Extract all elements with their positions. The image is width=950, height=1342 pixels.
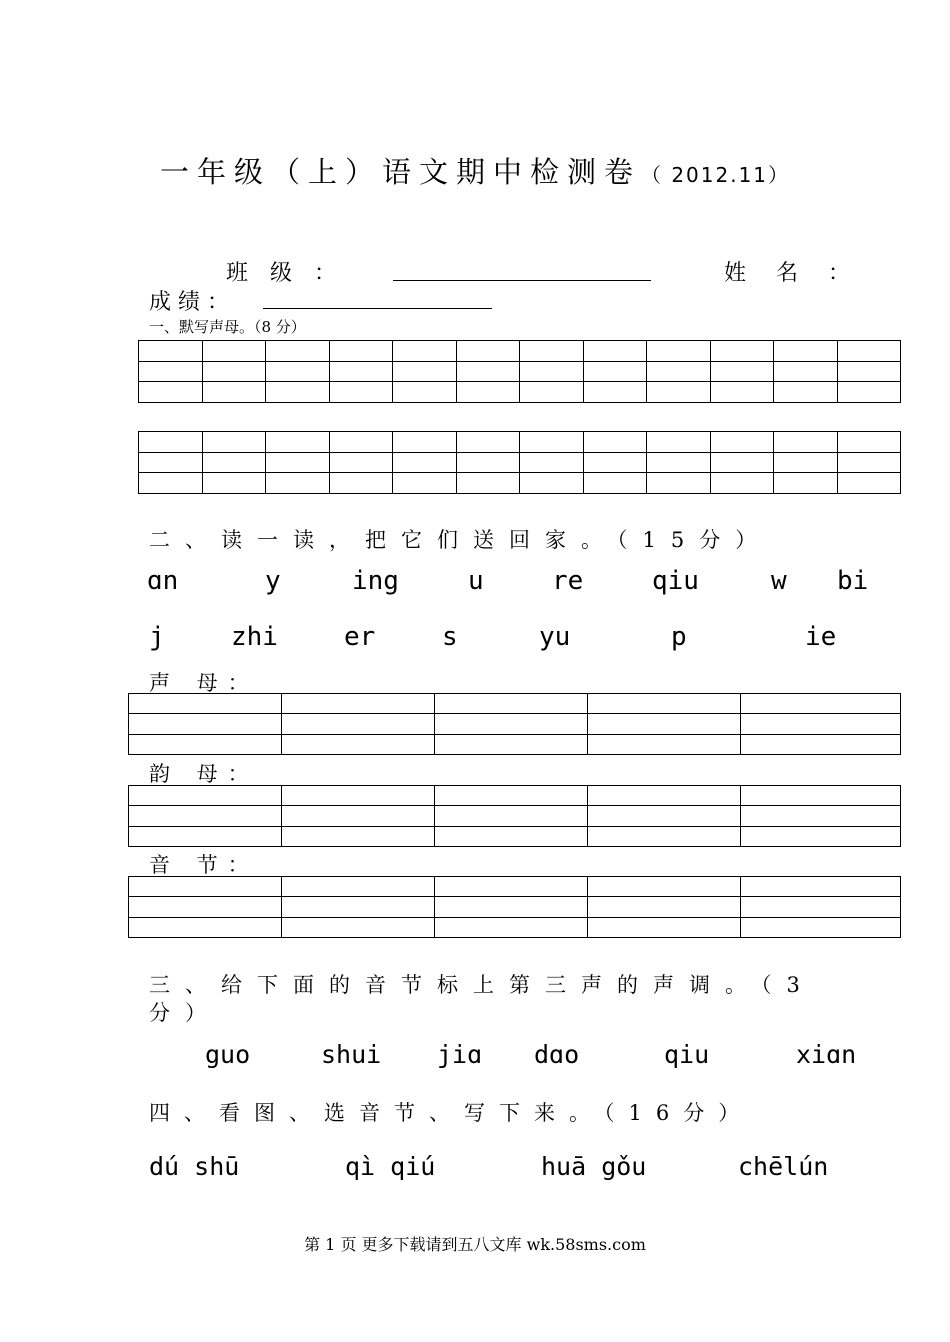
yinjie-grid[interactable] <box>128 876 901 938</box>
word-item: huā gǒu <box>541 1152 647 1181</box>
pinyin-item: ɑn <box>147 566 179 596</box>
score-label: 成 绩 ： <box>149 290 229 315</box>
section1-grid-b[interactable] <box>138 431 901 494</box>
pinyin-item: j <box>149 622 165 652</box>
section3-heading-line2: 分） <box>149 1001 221 1025</box>
syllable-item: xiɑn <box>796 1040 857 1069</box>
word-item: chēlún <box>738 1152 829 1181</box>
section3-heading-line1: 三、给下面的音节标上第三声的声调。（3 <box>149 973 815 997</box>
syllable-item: guo <box>205 1040 251 1069</box>
section1-heading: 一、默写声母。（8 分） <box>149 318 306 336</box>
section4-words <box>0 1152 950 1186</box>
syllable-item: qiu <box>664 1040 710 1069</box>
title-date: （ 2012.11） <box>640 163 791 187</box>
pinyin-item: ing <box>352 566 399 596</box>
syllable-item: dɑo <box>534 1040 580 1069</box>
pinyin-item: u <box>468 566 484 596</box>
label-yinjie: 音 节： <box>149 853 259 877</box>
section1-grid-a[interactable] <box>138 340 901 403</box>
pinyin-item: s <box>442 622 458 652</box>
pinyin-item: ie <box>805 622 837 652</box>
page-footer: 第 1 页 更多下载请到五八文库 wk.58sms.com <box>304 1235 646 1254</box>
label-yunmu: 韵 母： <box>149 762 259 786</box>
class-field[interactable] <box>393 280 651 281</box>
section4-heading: 四、看图、选音节、写下来。（16分） <box>149 1101 754 1125</box>
pinyin-item: zhi <box>231 622 278 652</box>
pinyin-item: yu <box>539 622 571 652</box>
section3-syllables <box>0 1040 950 1074</box>
title-main: 一年级（上）语文期中检测卷 <box>159 155 641 189</box>
pinyin-item: w <box>771 566 787 596</box>
page-title <box>0 150 950 191</box>
label-shengmu: 声 母： <box>149 671 259 695</box>
yunmu-grid[interactable] <box>128 785 901 847</box>
shengmu-grid[interactable] <box>128 693 901 755</box>
score-field[interactable] <box>263 308 492 309</box>
word-item: qì qiú <box>345 1152 436 1181</box>
pinyin-item: y <box>265 566 281 596</box>
syllable-item: jiɑ <box>437 1040 483 1069</box>
pinyin-item: qiu <box>652 566 699 596</box>
pinyin-item: bi <box>837 566 869 596</box>
syllable-item: shui <box>321 1040 382 1069</box>
section2-heading: 二、读一读，把它们送回家。（15分） <box>149 528 772 552</box>
pinyin-item: er <box>344 622 376 652</box>
name-label: 姓 名 ： <box>724 261 855 286</box>
pinyin-item: p <box>671 622 687 652</box>
pinyin-item: re <box>552 566 584 596</box>
class-label: 班 级 ： <box>226 261 337 286</box>
word-item: dú shū <box>149 1152 240 1181</box>
